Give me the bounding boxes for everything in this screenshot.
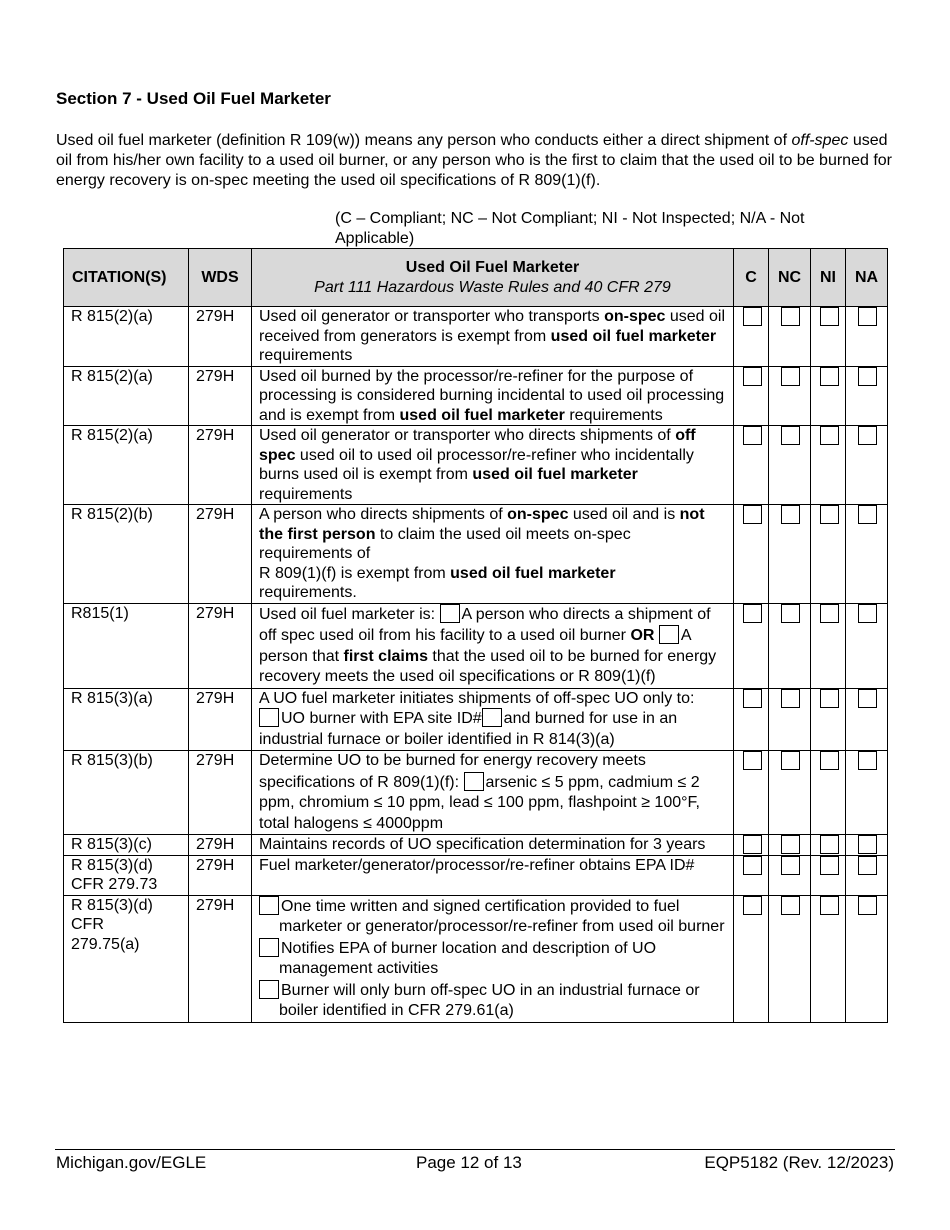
header-nc: NC bbox=[769, 249, 811, 307]
footer-divider bbox=[55, 1149, 895, 1150]
citation-cell: R 815(3)(a) bbox=[64, 688, 189, 751]
not-compliant-checkbox[interactable] bbox=[781, 896, 800, 915]
not-inspected-checkbox[interactable] bbox=[820, 856, 839, 875]
table-row bbox=[64, 366, 888, 426]
not-inspected-checkbox[interactable] bbox=[820, 835, 839, 854]
certification-item: One time written and signed certification provided to fuel marketer or generator/processor/re-refiner from used oil burner bbox=[259, 896, 728, 938]
not-inspected-checkbox[interactable] bbox=[820, 367, 839, 386]
not-applicable-checkbox[interactable] bbox=[858, 505, 877, 524]
not-compliant-checkbox[interactable] bbox=[781, 856, 800, 875]
requirement-cell: Used oil burned by the processor/re-refiner for the purpose of processing is considered burning incidental to used oil processing and is exempt from used oil fuel marketer requirements bbox=[252, 366, 734, 426]
not-applicable-checkbox[interactable] bbox=[858, 689, 877, 708]
compliant-checkbox[interactable] bbox=[743, 426, 762, 445]
not-compliant-checkbox[interactable] bbox=[781, 689, 800, 708]
table-row bbox=[64, 688, 888, 751]
not-inspected-checkbox[interactable] bbox=[820, 426, 839, 445]
not-applicable-checkbox[interactable] bbox=[858, 426, 877, 445]
citation-cell: R815(1) bbox=[64, 603, 189, 688]
compliant-checkbox[interactable] bbox=[743, 367, 762, 386]
wds-cell: 279H bbox=[189, 855, 252, 895]
not-applicable-checkbox[interactable] bbox=[858, 751, 877, 770]
wds-cell: 279H bbox=[189, 751, 252, 835]
not-applicable-checkbox[interactable] bbox=[858, 604, 877, 623]
specification-limits-checkbox[interactable] bbox=[464, 772, 484, 791]
compliant-checkbox[interactable] bbox=[743, 835, 762, 854]
wds-cell: 279H bbox=[189, 505, 252, 604]
burner-restriction-checkbox[interactable] bbox=[259, 980, 279, 999]
compliant-checkbox[interactable] bbox=[743, 307, 762, 326]
wds-cell: 279H bbox=[189, 688, 252, 751]
header-na: NA bbox=[846, 249, 888, 307]
not-inspected-checkbox[interactable] bbox=[820, 307, 839, 326]
checklist-table bbox=[63, 248, 888, 1023]
wds-cell: 279H bbox=[189, 835, 252, 856]
table-header-row bbox=[64, 249, 888, 307]
table-row bbox=[64, 307, 888, 367]
header-c: C bbox=[734, 249, 769, 307]
requirement-cell: Used oil fuel marketer is: A person who directs a shipment of off spec used oil from his facility to a used oil burner OR A person that first claims that the used oil to be burned for energy recovery meets the used oil specifications or R 809(1)(f) bbox=[252, 603, 734, 688]
first-claim-checkbox[interactable] bbox=[659, 625, 679, 644]
compliant-checkbox[interactable] bbox=[743, 505, 762, 524]
wds-cell: 279H bbox=[189, 895, 252, 1022]
table-row bbox=[64, 426, 888, 505]
table-row bbox=[64, 855, 888, 895]
not-applicable-checkbox[interactable] bbox=[858, 307, 877, 326]
industrial-furnace-checkbox[interactable] bbox=[482, 708, 502, 727]
section-title: Section 7 - Used Oil Fuel Marketer bbox=[56, 89, 331, 108]
compliant-checkbox[interactable] bbox=[743, 604, 762, 623]
requirement-cell: Determine UO to be burned for energy recovery meets specifications of R 809(1)(f): arsenic ≤ 5 ppm, cadmium ≤ 2 ppm, chromium ≤ 10 ppm, lead ≤ 100 ppm, flashpoint ≥ 100°F, total halogens ≤ 4000ppm bbox=[252, 751, 734, 835]
citation-cell: R 815(2)(a) bbox=[64, 426, 189, 505]
wds-cell: 279H bbox=[189, 426, 252, 505]
footer-website: Michigan.gov/EGLE bbox=[56, 1153, 207, 1172]
requirement-cell: Used oil generator or transporter who transports on-spec used oil received from generators is exempt from used oil fuel marketer requirements bbox=[252, 307, 734, 367]
not-applicable-checkbox[interactable] bbox=[858, 835, 877, 854]
citation-cell: R 815(3)(c) bbox=[64, 835, 189, 856]
not-inspected-checkbox[interactable] bbox=[820, 751, 839, 770]
footer-form-number: EQP5182 (Rev. 12/2023) bbox=[704, 1153, 894, 1172]
compliant-checkbox[interactable] bbox=[743, 689, 762, 708]
section-intro: Used oil fuel marketer (definition R 109(w)) means any person who conducts either a direct shipment of off-spec used oil from his/her own facility to a used oil burner, or any person who is the first to claim that the used oil to be burned for energy recovery is on-spec meeting the used oil specifications of R 809(1)(f). bbox=[56, 132, 892, 189]
uo-burner-checkbox[interactable] bbox=[259, 708, 279, 727]
not-applicable-checkbox[interactable] bbox=[858, 367, 877, 386]
header-subtitle: Part 111 Hazardous Waste Rules and 40 CFR 279 bbox=[314, 278, 671, 296]
table-row bbox=[64, 835, 888, 856]
compliant-checkbox[interactable] bbox=[743, 751, 762, 770]
not-applicable-checkbox[interactable] bbox=[858, 896, 877, 915]
citation-cell: R 815(3)(d) CFR 279.75(a) bbox=[64, 895, 189, 1022]
footer-page-number: Page 12 of 13 bbox=[416, 1153, 522, 1172]
requirement-cell: Maintains records of UO specification determination for 3 years bbox=[252, 835, 734, 856]
compliant-checkbox[interactable] bbox=[743, 856, 762, 875]
compliant-checkbox[interactable] bbox=[743, 896, 762, 915]
requirement-cell: Used oil generator or transporter who directs shipments of off spec used oil to used oil processor/re-refiner who incidentally burns used oil is exempt from used oil fuel marketer requirements bbox=[252, 426, 734, 505]
not-compliant-checkbox[interactable] bbox=[781, 505, 800, 524]
header-wds: WDS bbox=[189, 249, 252, 307]
requirement-cell: A person who directs shipments of on-spec used oil and is not the first person to claim the used oil meets on-spec requirements of R 809(1)(f) is exempt from used oil fuel marketer requirements. bbox=[252, 505, 734, 604]
status-legend: (C – Compliant; NC – Not Compliant; NI - Not Inspected; N/A - Not Applicable) bbox=[335, 210, 805, 247]
certification-checkbox[interactable] bbox=[259, 896, 279, 915]
citation-cell: R 815(3)(b) bbox=[64, 751, 189, 835]
not-compliant-checkbox[interactable] bbox=[781, 367, 800, 386]
citation-cell: R 815(2)(a) bbox=[64, 366, 189, 426]
header-citation: CITATION(S) bbox=[64, 249, 189, 307]
not-compliant-checkbox[interactable] bbox=[781, 751, 800, 770]
wds-cell: 279H bbox=[189, 307, 252, 367]
requirement-cell: Fuel marketer/generator/processor/re-refiner obtains EPA ID# bbox=[252, 855, 734, 895]
wds-cell: 279H bbox=[189, 603, 252, 688]
not-inspected-checkbox[interactable] bbox=[820, 505, 839, 524]
not-compliant-checkbox[interactable] bbox=[781, 426, 800, 445]
table-row bbox=[64, 505, 888, 604]
not-compliant-checkbox[interactable] bbox=[781, 604, 800, 623]
not-applicable-checkbox[interactable] bbox=[858, 856, 877, 875]
not-compliant-checkbox[interactable] bbox=[781, 835, 800, 854]
burner-restriction-item: Burner will only burn off-spec UO in an industrial furnace or boiler identified in CFR 279.61(a) bbox=[259, 980, 728, 1022]
not-inspected-checkbox[interactable] bbox=[820, 896, 839, 915]
header-title: Used Oil Fuel Marketer bbox=[405, 259, 580, 276]
table-row bbox=[64, 751, 888, 835]
requirement-cell bbox=[252, 895, 734, 1022]
requirement-cell: A UO fuel marketer initiates shipments of off-spec UO only to: UO burner with EPA site ID# and burned for use in an industrial furnace or boiler identified in R 814(3)(a) bbox=[252, 688, 734, 751]
citation-cell: R 815(2)(a) bbox=[64, 307, 189, 367]
citation-cell: R 815(2)(b) bbox=[64, 505, 189, 604]
table-row bbox=[64, 895, 888, 1022]
wds-cell: 279H bbox=[189, 366, 252, 426]
not-compliant-checkbox[interactable] bbox=[781, 307, 800, 326]
header-description bbox=[252, 249, 734, 307]
not-inspected-checkbox[interactable] bbox=[820, 689, 839, 708]
table-row bbox=[64, 603, 888, 688]
header-ni: NI bbox=[811, 249, 846, 307]
notification-checkbox[interactable] bbox=[259, 938, 279, 957]
direct-shipment-checkbox[interactable] bbox=[440, 604, 460, 623]
notification-item: Notifies EPA of burner location and description of UO management activities bbox=[259, 938, 728, 980]
citation-cell: R 815(3)(d) CFR 279.73 bbox=[64, 855, 189, 895]
not-inspected-checkbox[interactable] bbox=[820, 604, 839, 623]
